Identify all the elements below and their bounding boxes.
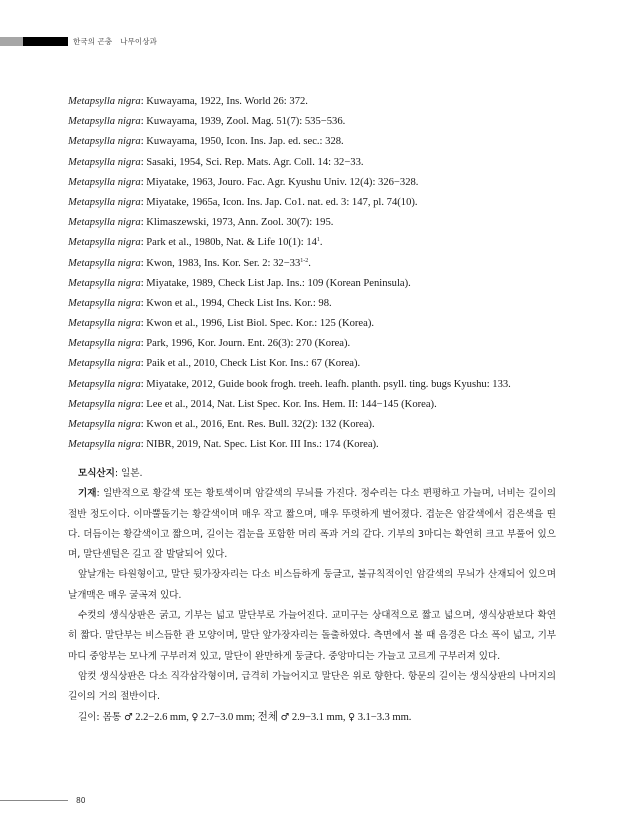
synonym-entry: Metapsylla nigra: Kwon, 1983, Ins. Kor. Ser. 2: $32-33^{1-2}$.: [68, 257, 311, 269]
description-label: 기재: [78, 488, 97, 500]
reference: : NIBR, 2019, Nat. Spec. List Kor. III Ins.: 174 (Korea).: [140, 439, 379, 451]
synonym-entry: [68, 274, 568, 294]
reference: : Miyatake, 2012, Guide book frogh. treeh. leafh. planth. psyll. ting. bugs Kyushu: 133.: [140, 378, 511, 390]
synonym-entry: [68, 92, 568, 112]
taxon-name: Metapsylla nigra: [68, 358, 141, 370]
superscript: 1-2: [300, 257, 309, 264]
reference: : Kwon, 1983, Ins. Kor. Ser. 2: 32−33: [140, 257, 301, 269]
taxon-name: Metapsylla nigra: [68, 176, 141, 188]
reference: : Paik et al., 2010, Check List Kor. Ins.: 67 (Korea).: [140, 358, 361, 370]
description-paragraph: 기재: 일반적으로 황갈색 또는 황토색이며 암갈색의 무늬를 가진다. 정수리는 다소 편평하고 가늘며, 너비는 길이의 절반 정도이다. 이마뿔돌기는 황갈색이며 매우 작고 짧으며, 매우 뚜렷하게 벌어졌다. 겹눈은 암갈색에서 검은색을 띤다. 더듬이는 황갈색이고 짧으며, 길이는 겹눈을 포함한 머리 폭과 거의 같다. 기부의 3마디는 확연히 크고 부풀어 있으며, 말단센털은 길고 잘 발달되어 있다.: [68, 488, 556, 561]
synonym-entry: [68, 395, 568, 415]
synonym-entry: [68, 334, 568, 354]
reference: : Miyatake, 1965a, Icon. Ins. Jap. Co1. nat. ed. 3: 147, pl. 74(10).: [140, 196, 418, 208]
synonym-entry: [68, 213, 568, 233]
header-text: [73, 36, 157, 47]
taxon-name: Metapsylla nigra: [68, 318, 141, 330]
synonym-entry: [68, 415, 568, 435]
synonym-entry: [68, 375, 568, 395]
taxon-name: Metapsylla nigra: [68, 378, 141, 390]
synonym-entry: [68, 193, 568, 213]
taxon-name: Metapsylla nigra: [68, 156, 141, 168]
reference: : Lee et al., 2014, Nat. List Spec. Kor. Ins. Hem. II: 144−145 (Korea).: [140, 398, 437, 410]
type-locality: 모식산지: 일본.: [78, 468, 143, 479]
female-symbol-icon: ♀: [348, 711, 356, 723]
species-description: [68, 464, 556, 728]
forewing-paragraph: 앞날개는 타원형이고, 말단 뒷가장자리는 다소 비스듬하게 둥글고, 불규칙적이인 암갈색의 무늬가 산재되어 있으며 날개맥은 매우 굴곡져 있다.: [68, 569, 556, 601]
synonym-entry: [68, 314, 568, 334]
measurements: 길이: 몸통 ♂ 2.2−2.6 mm, ♀ 2.7−3.0 mm; 전체 ♂ 2.9−3.1 mm, ♀ 3.1−3.3 mm.: [78, 711, 412, 723]
taxon-name: Metapsylla nigra: [68, 136, 141, 148]
reference: : Kuwayama, 1922, Ins. World 26: 372.: [140, 96, 308, 107]
taxon-name: Metapsylla nigra: [68, 116, 141, 128]
taxon-name: Metapsylla nigra: [68, 96, 141, 107]
header-bar-black: [23, 37, 68, 46]
synonym-entry: [68, 173, 568, 193]
section-title: 나무이상과: [120, 36, 157, 46]
taxon-name: Metapsylla nigra: [68, 257, 141, 269]
running-header: [0, 36, 157, 46]
reference: : Miyatake, 1963, Jouro. Fac. Agr. Kyushu Univ. 12(4): 326−328.: [140, 176, 419, 188]
taxon-name: Metapsylla nigra: [68, 196, 141, 208]
synonym-entry: [68, 112, 568, 132]
reference: : Miyatake, 1989, Check List Jap. Ins.: 109 (Korean Peninsula).: [140, 277, 411, 289]
male-symbol-icon: ♂: [280, 711, 290, 723]
female-genitalia-paragraph: 암컷 생식상판은 다소 직각삼각형이며, 급격히 가늘어지고 말단은 위로 향한다. 항문의 길이는 생식상판의 나머지의 길이의 거의 절반이다.: [68, 670, 556, 703]
reference: : Klimaszewski, 1973, Ann. Zool. 30(7): 195.: [140, 217, 334, 229]
page-footer: [0, 796, 86, 805]
male-genitalia-paragraph: 수컷의 생식상판은 굵고, 기부는 넓고 말단부로 가늘어진다. 교미구는 상대적으로 짧고 넓으며, 생식상판보다 확연히 짧다. 말단부는 비스듬한 관 모양이며, 말단 앞가장자리는 돌출하였다. 측면에서 볼 때 음경은 다소 폭이 넓고, 기부마디 중앙부는 모나게 구부러져 있고, 말단이 완만하게 둥글다. 중앙마디는 가늘고 고르게 구부러져 있다.: [68, 610, 556, 662]
taxon-name: Metapsylla nigra: [68, 237, 141, 249]
taxon-name: Metapsylla nigra: [68, 439, 141, 451]
male-symbol-icon: ♂: [124, 711, 133, 723]
page-number: 80: [76, 796, 86, 805]
header-bar-gray: [0, 37, 23, 46]
type-locality-label: 모식산지: [78, 468, 115, 479]
synonym-entry: [68, 435, 568, 455]
reference: : Kuwayama, 1939, Zool. Mag. 51(7): 535−536.: [140, 116, 346, 128]
taxon-name: Metapsylla nigra: [68, 338, 141, 350]
female-symbol-icon: ♀: [191, 711, 199, 723]
reference: : Sasaki, 1954, Sci. Rep. Mats. Agr. Coll. 14: 32−33.: [140, 156, 364, 168]
synonymy-list: [68, 92, 568, 455]
synonym-entry: [68, 132, 568, 152]
taxon-name: Metapsylla nigra: [68, 277, 141, 289]
synonym-entry: [68, 153, 568, 173]
reference: : Park, 1996, Kor. Journ. Ent. 26(3): 270 (Korea).: [140, 338, 351, 350]
taxon-name: Metapsylla nigra: [68, 419, 141, 430]
footer-rule: [0, 800, 68, 801]
reference: : Park et al., 1980b, Nat. & Life 10(1): 14: [140, 237, 317, 249]
reference: : Kwon et al., 1996, List Biol. Spec. Kor.: 125 (Korea).: [140, 318, 375, 330]
reference: : Kwon et al., 1994, Check List Ins. Kor.: 98.: [140, 297, 332, 309]
synonym-entry: [68, 354, 568, 374]
taxon-name: Metapsylla nigra: [68, 297, 141, 309]
taxon-name: Metapsylla nigra: [68, 398, 141, 410]
reference: : Kuwayama, 1950, Icon. Ins. Jap. ed. sec.: 328.: [140, 136, 344, 148]
book-title: 한국의 곤충: [73, 36, 113, 46]
superscript: 1: [316, 237, 320, 244]
taxon-name: Metapsylla nigra: [68, 217, 141, 229]
synonym-entry: [68, 294, 568, 314]
synonym-entry: Metapsylla nigra: Park et al., 1980b, Nat. & Life 10(1): $14^1$.: [68, 237, 323, 249]
reference: : Kwon et al., 2016, Ent. Res. Bull. 32(2): 132 (Korea).: [140, 419, 375, 430]
